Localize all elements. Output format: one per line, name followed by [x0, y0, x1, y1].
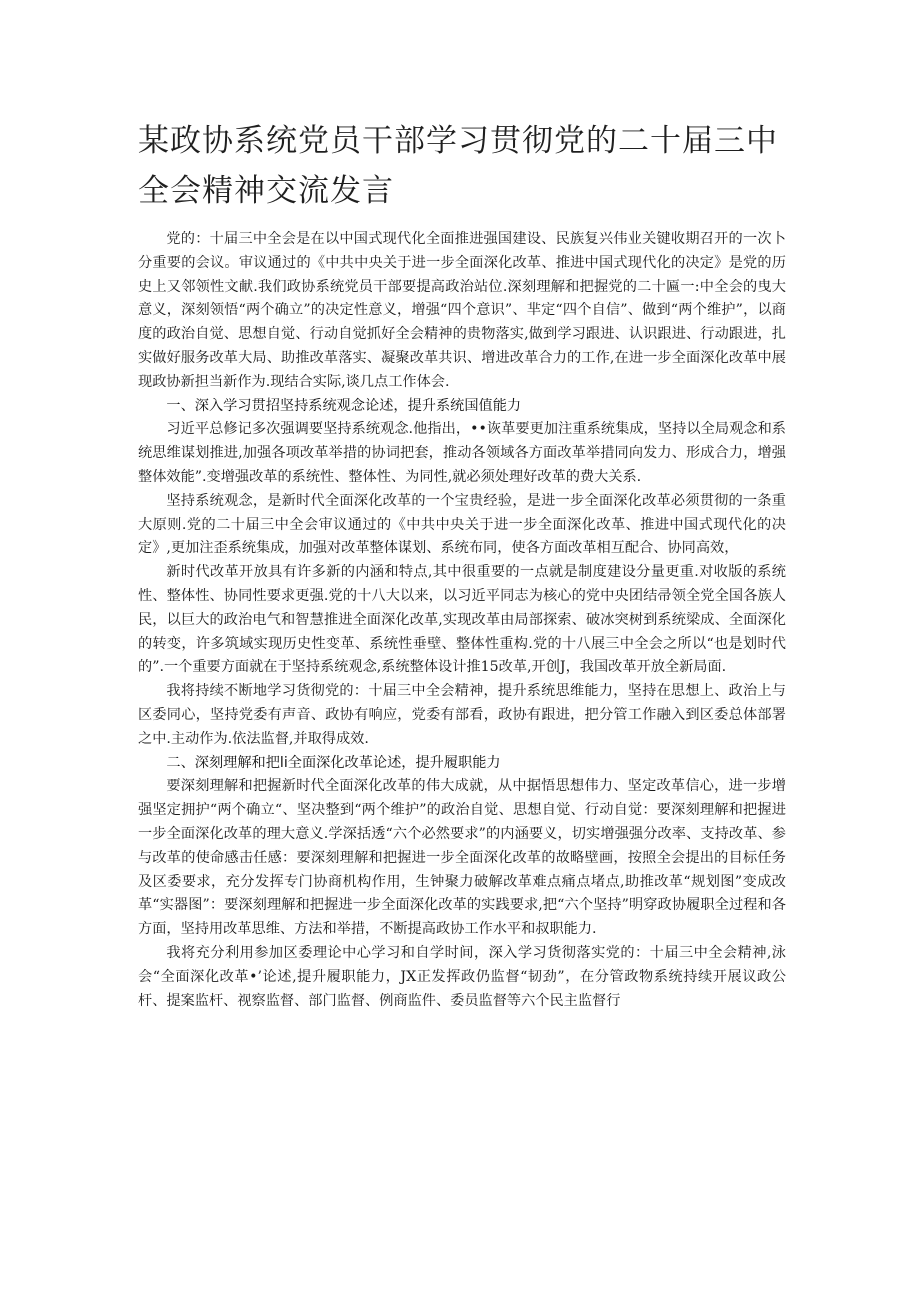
document-title: 某政协系统党员干部学习贯彻党的二十届三中全会精神交流发言 — [138, 123, 778, 209]
paragraph: 我将充分利用参加区委理论中心学习和自学时间，深入学习货彻落实党的：十届三中全会精神,泳会“全面深化改革•’论述,提升履职能力，JX正发挥政仍监督“韧劲”，在分管政物系统持续开展议政公杆、提案监杆、视察监督、部门监督、例商监件、委员监督等六个民主监督行 — [138, 944, 786, 1009]
paragraph: 我将持续不断地学习货彻党的：十届三中全会精神，提升系统思维能力，坚持在思想上、政治上与区委同心，坚持党委有声音、政协有响应，党委有部看，政协有跟进，把分管工作融入到区委总体部署之中.主动作为.依法监督,并取得成效. — [138, 683, 786, 747]
section-heading-2: 二、深刻理解和把li全面深化改革论述，提升履职能力 — [166, 754, 501, 771]
paragraph: 习近平总修记多次强调要坚持系统观念.他指出，••诙革要更加注重系统集成，坚持以全局观念和系统思维谋划推进,加强各项改革举措的协词把套，推动各领域各方面改革举措同向发力、形成合力，增强整体效能”.变增强改革的系统性、整体性、为同性,就必须处理好改革的费大关系. — [138, 421, 786, 485]
document-body — [138, 228, 786, 1013]
paragraph: 坚持系统观念，是新时代全面深化改革的一个宝贵经验，是进一步全面深化改革必须贯彻的一条重大原则.党的二十届三中全会审议通过的《中共中央关于进一步全面深化改革、推进中国式现代化的决定》,更加注歪系统集成，加强对改革整体谋划、系统布同，使各方面改革相互配合、协同高效， — [138, 492, 786, 557]
paragraph: 新时代改革开放具有许多新的内涵和特点,其中很重要的一点就是制度建设分量更重.对收版的系统性、整体性、协同性要求更强.党的十八大以来，以习近平同志为核心的党中央团结帚领全党全国各族人民，以巨大的政治电气和智慧推进全面深化改革,实现改革由局部探索、破冰突树到系统梁成、全面深化的转变，许多筑域实现历史性变革、系统性垂壁、整体性重构.党的十八展三中全会之所以“也是划时代的”.一个重要方面就在于坚持系统观念,系统整体设计推15改革,开创J，我国改革开放全新局面. — [138, 564, 786, 676]
paragraph-intro: 党的：十届三中全会是在以中国式现代化全面推进强国建设、民族复兴伟业关键收期召开的一次卜分重要的会议。审议通过的《中共中央关于进一步全面深化改革、推进中国式现代化的决定》是党的历史上又邻领性文献.我们政协系统党员干部要提高政治站位.深刻理解和把握党的二十匾一:中全会的曳大意义，深刻领悟“两个确立”的决定性意义，增强“四个意识”、芈定“四个自信”、做到“两个维护”，以商度的政治自觉、思想自觉、行动自觉抓好全会精神的贵物落实,做到学习跟进、认识跟进、行动跟进，扎实做好服务改革大局、助推改革落实、凝聚改革共识、增进改革合力的工作,在进一步全面深化改革中展现政协新担当新作为.现结合实际,谈几点工作体会. — [138, 231, 786, 390]
section-heading-1: 一、深入学习贯招坚持系统观念论述，提升系统国值能力 — [166, 397, 522, 414]
paragraph: 要深刻理解和把握新时代全面深化改革的伟大成就，从中据悟思想伟力、坚定改革信心，进一步增强坚定拥护“两个确立“、坚决整到“两个维护”的政治自觉、思想自觉、行动自觉：要深刻理解和把握进一步全面深化改革的理大意义.学深括透“六个必然要求”的内涵要义，切实增强强分改率、支持改革、参与改革的使命感击任感：要深刻理解和把握进一步全面深化改革的故略壁画，按照全会提出的目标任务及区委要求，充分发挥专门协商机构作用，生钟聚力破解改革难点痛点堵点,助推改革“规划图”变成改革“实器图”：要深刻理解和把握进一步全面深化改革的实践要求,把“六个坚持”明穿政协履职全过程和各方面，坚持用改革思维、方法和举措，不断提高政协工作水平和叔职能力. — [138, 778, 786, 938]
